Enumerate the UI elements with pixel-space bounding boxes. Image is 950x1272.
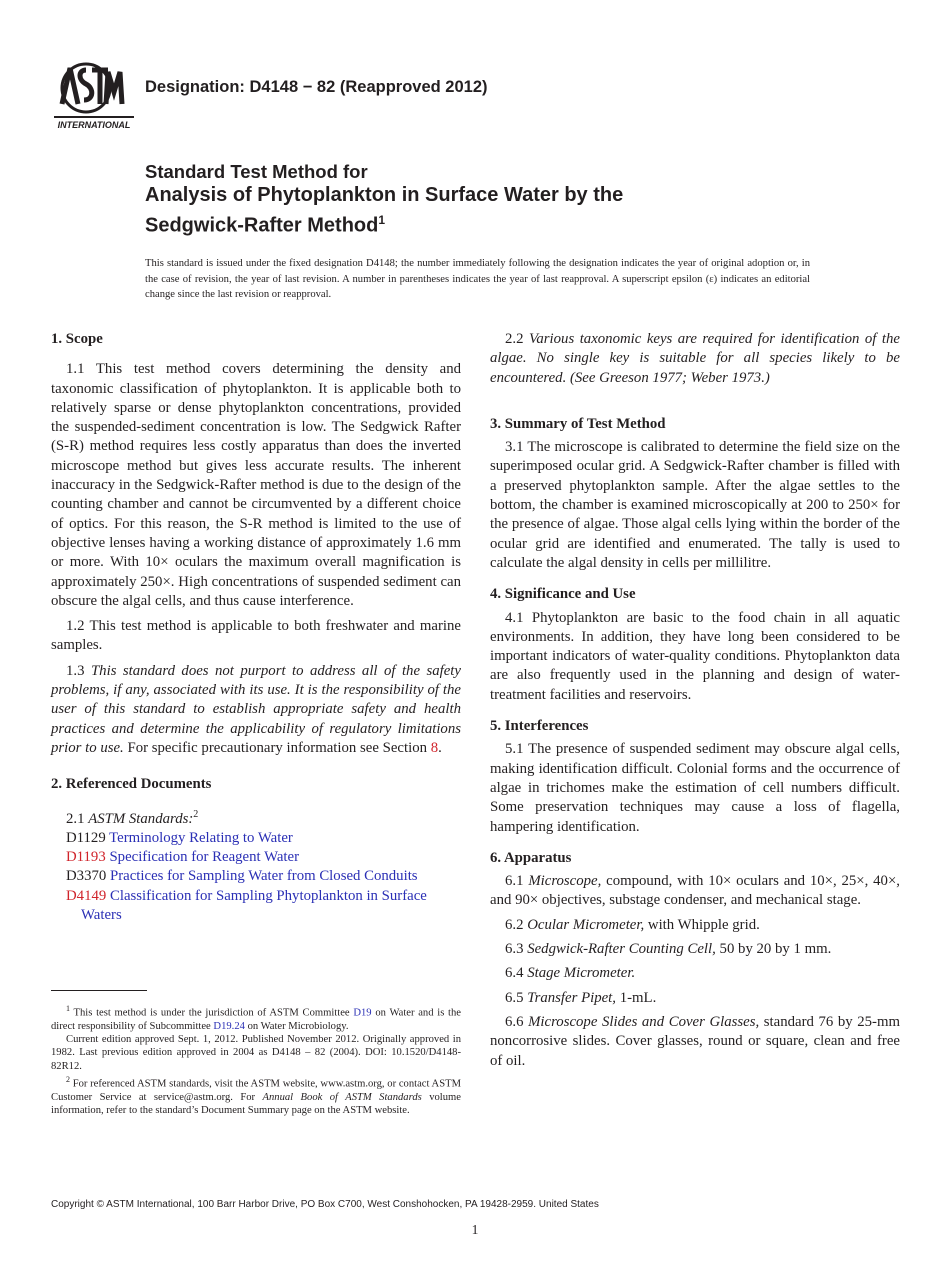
section-heading-interferences: 5. Interferences	[490, 718, 589, 735]
reference-link[interactable]: Practices for Sampling Water from Closed Conduits	[109, 868, 418, 885]
paragraph-5-1: 5.1 The presence of suspended sediment may obscure algal cells, making identification difficult. Colonial forms and the occurrence of algae in trichomes make the estimation of cell numbers difficult. Some preservation techniques may cause a loss of flagella, hampering identification.	[490, 741, 900, 835]
section-heading-referenced-documents: 2. Referenced Documents	[51, 776, 212, 793]
paragraph-3-1: 3.1 The microscope is calibrated to determine the field size on the superimposed ocular grid. A Sedgwick-Rafter chamber is filled with a preserved phytoplankton sample. After the algae settles to the bottom, the chamber is examined microscopically at 200 to 250× for the presence of algae. Those algal cells lying within the border of the ocular grid are identified and enumerated. The tally is used to calculate the algal density in cells per millilitre.	[490, 439, 900, 571]
paragraph-2-2: 2.2 Various taxonomic keys are required for identification of the algae. No single key is suitable for all species likely to be encountered. (See Greeson 1977; Weber 1973.)	[490, 331, 900, 386]
footnote-1: $^1$ This test method is under the jurisdiction of ASTM Committee D19 on Water and is the direct responsibility of Subcommittee D19.24 on Water Microbiology.	[51, 1004, 461, 1032]
section-heading-summary: 3. Summary of Test Method	[490, 415, 666, 432]
standard-notice: This standard is issued under the fixed designation D4148; the number immediately following the designation indicates the year of original adoption or, in the case of revision, the year of last revision. A number in parentheses indicates the year of last reapproval. A superscript epsilon (ε) indicates an editorial change since the last revision or reapproval.	[145, 258, 810, 300]
apparatus-item: 6.4 Stage Micrometer.	[505, 965, 636, 982]
footnotes	[51, 1002, 461, 1117]
section-heading-scope: 1. Scope	[51, 331, 103, 347]
reference-item	[51, 867, 461, 886]
apparatus-item: 6.2 Ocular Micrometer, with Whipple grid.	[505, 916, 760, 933]
reference-code[interactable]: D1193	[66, 849, 106, 866]
section-heading-significance: 4. Significance and Use	[490, 586, 636, 603]
footnote-1-edition: Current edition approved Sept. 1, 2012. Published November 2012. Originally approved in 1982. Last previous edition approved in 2004 as D4148 – 82 (2004). DOI: 10.1520/D4148-82R12.	[51, 1034, 461, 1072]
title-line-1: Standard Test Method for	[145, 161, 368, 182]
apparatus-item: 6.3 Sedgwick-Rafter Counting Cell, 50 by 20 by 1 mm.	[505, 941, 832, 958]
paragraph-1-1: 1.1 This test method covers determining the density and taxonomic classification of phytoplankton. It is applicable both to relatively sparse or dense phytoplankton concentrations, provided the suspended-sediment concentration is low. The Sedgwick Rafter (S-R) method requires less costly apparatus than does the inverted microscope method but gives less accurate results. The inherent inaccuracy in the Sedgwick-Rafter method is due to the design of the counting chamber and cannot be circumvented by a different choice of optics. For this reason, the S-R method is limited to the use of objective lenses having a working distance of approximately 1.6 mm or more. With 10× oculars the maximum overall magnification is approximately 250×. High concentrations of suspended sediment can obscure the algal cells, and thus cause interference.	[51, 361, 461, 609]
title-line-2: Analysis of Phytoplankton in Surface Water by the	[145, 184, 624, 206]
section-8-link[interactable]: 8	[430, 739, 439, 756]
apparatus-item: 6.6 Microscope Slides and Cover Glasses, standard 76 by 25-mm noncorrosive slides. Cover glasses, round or square, clean and free of oil.	[490, 1013, 900, 1069]
right-column	[490, 330, 900, 1071]
apparatus-item: 6.1 Microscope, compound, with 10× oculars and 10×, 25×, 40×, and 90× objectives, substage condenser, and mechanical stage.	[490, 873, 901, 909]
section-heading-apparatus: 6. Apparatus	[490, 849, 572, 866]
logo-subtitle: INTERNATIONAL	[57, 120, 131, 130]
reference-code: D1129	[66, 829, 106, 846]
footnote-2: $^2$ For referenced ASTM standards, visit the ASTM website, www.astm.org, or contact ASTM Customer Service at service@astm.org. For Annual Book of ASTM Standards volume information, refer to the standard’s Document Summary page on the ASTM website.	[51, 1075, 461, 1117]
reference-link[interactable]: Classification for Sampling Phytoplankton in Surface Waters	[81, 887, 427, 923]
paragraph-1-2: 1.2 This test method is applicable to both freshwater and marine samples.	[51, 618, 461, 654]
reference-item	[51, 829, 461, 848]
reference-link[interactable]: Specification for Reagent Water	[109, 849, 300, 866]
reference-item	[51, 848, 461, 867]
designation: Designation: D4148 − 82 (Reapproved 2012)	[145, 78, 488, 96]
reference-item	[51, 887, 461, 926]
page-number: 1	[471, 1222, 479, 1237]
committee-d19-link[interactable]: D19	[353, 1007, 372, 1019]
astm-logo	[50, 58, 136, 132]
subcommittee-d19-24-link[interactable]: D19.24	[213, 1020, 245, 1032]
title-footnote-mark: 1	[378, 212, 386, 227]
reference-code[interactable]: D4149	[66, 887, 107, 904]
paragraph-2-1: 2.1 ASTM Standards:$^2$	[66, 808, 199, 827]
reference-code: D3370	[66, 868, 107, 885]
apparatus-item: 6.5 Transfer Pipet, 1-mL.	[505, 989, 657, 1006]
footnote-divider	[51, 990, 147, 991]
title-line-3: Sedgwick-Rafter Method$^1$	[145, 212, 386, 237]
copyright-notice: Copyright © ASTM International, 100 Barr Harbor Drive, PO Box C700, West Conshohocken, PA 19428-2959. United States	[51, 1199, 599, 1210]
document-title	[145, 160, 845, 238]
reference-link[interactable]: Terminology Relating to Water	[109, 829, 293, 846]
paragraph-4-1: 4.1 Phytoplankton are basic to the food chain in all aquatic environments. In addition, they have long been considered to be important indicators of water-quality conditions. Phytoplankton data are also frequently used in the planning and design of water-treatment facilities and reservoirs.	[490, 609, 900, 703]
paragraph-1-3: 1.3 This standard does not purport to address all of the safety problems, if any, associated with its use. It is the responsibility of the user of this standard to establish appropriate safety and health practices and determine the applicability of regulatory limitations prior to use. For specific precautionary information see Section 8.	[51, 662, 461, 756]
left-column	[51, 330, 461, 925]
